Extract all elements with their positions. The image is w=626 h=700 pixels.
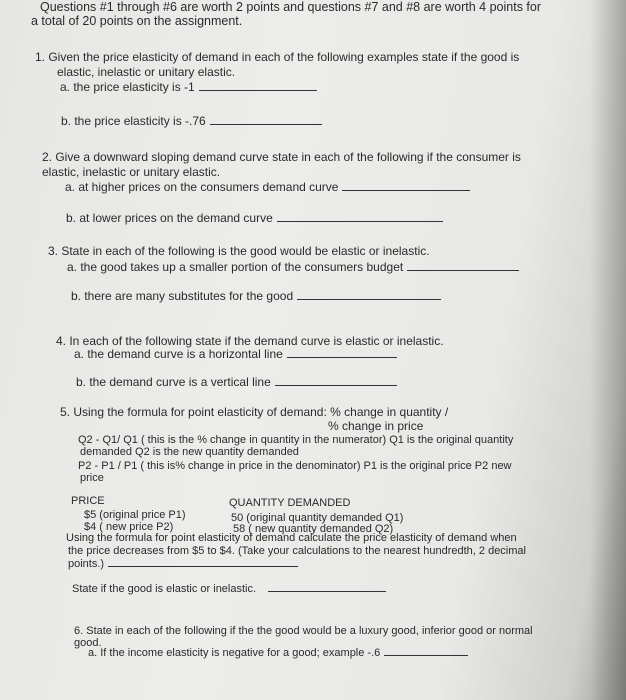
q4-item-a-label: a. the demand curve is a horizontal line [74, 347, 283, 361]
q6-a-answer-blank[interactable] [384, 654, 468, 656]
q5-instructions-line-2: the price decreases from $5 to $4. (Take your calculations to the nearest hundredth, 2 decimal [68, 545, 526, 557]
q3-item-a-label: a. the good takes up a smaller portion of the consumers budget [67, 260, 404, 274]
q5-quantity-1: 50 (original quantity demanded Q1) [231, 512, 404, 524]
q1-item-b [61, 114, 322, 128]
q4-item-b-label: b. the demand curve is a vertical line [76, 375, 271, 389]
q4-a-answer-blank[interactable] [287, 356, 397, 358]
page-edge-shadow [590, 0, 626, 700]
q5-formula-line-3: P2 - P1 / P1 ( this is% change in price in the denominator) P1 is the original price P2 new [78, 460, 512, 472]
q1-b-answer-blank[interactable] [210, 123, 322, 125]
q1-prompt-line-2: elastic, inelastic or unitary elastic. [57, 65, 236, 79]
q5-price-1: $5 (original price P1) [84, 509, 186, 521]
q5-instructions-line-3 [68, 558, 298, 570]
q5-state-line [72, 583, 386, 595]
q2-a-answer-blank[interactable] [342, 189, 470, 191]
q1-a-answer-blank[interactable] [199, 89, 317, 91]
q5-formula-line-2: demanded Q2 is the new quantity demanded [80, 446, 299, 458]
q3-prompt: 3. State in each of the following is the good would be elastic or inelastic. [48, 244, 430, 258]
q4-b-answer-blank[interactable] [275, 384, 397, 386]
q5-prompt-line-1: 5. Using the formula for point elasticity of demand: % change in quantity / [60, 405, 449, 419]
q2-item-a-label: a. at higher prices on the consumers demand curve [65, 180, 339, 194]
q5-formula-line-4: price [80, 472, 104, 484]
q6-prompt-line-1: 6. State in each of the following if the the good would be a luxury good, inferior good or normal [74, 625, 533, 637]
q6-item-a [88, 647, 468, 659]
q1-item-b-label: b. the price elasticity is -.76 [61, 114, 206, 128]
q5-quantity-header: QUANTITY DEMANDED [229, 497, 351, 509]
q5-instructions-line-3-label: points.) [68, 558, 105, 570]
q5-prompt-line-2: % change in price [328, 419, 424, 433]
intro-line-1: Questions #1 through #6 are worth 2 points and questions #7 and #8 are worth 4 points for [40, 0, 542, 14]
q5-state-answer-blank[interactable] [268, 590, 386, 592]
q1-prompt-line-1: 1. Given the price elasticity of demand in each of the following examples state if the good is [35, 50, 520, 64]
intro-line-2: a total of 20 points on the assignment. [31, 14, 243, 28]
q5-price-2: $4 ( new price P2) [84, 521, 174, 533]
q2-item-b [66, 211, 443, 225]
q4-prompt: 4. In each of the following state if the demand curve is elastic or inelastic. [56, 334, 444, 348]
q2-prompt-line-1: 2. Give a downward sloping demand curve state in each of the following if the consumer is [42, 150, 521, 164]
q5-state-label: State if the good is elastic or inelastic. [72, 583, 257, 595]
q3-item-b [71, 289, 441, 303]
q3-item-a [67, 260, 519, 274]
q4-item-a [74, 347, 397, 361]
q6-prompt-line-2: good. [74, 637, 102, 649]
q2-b-answer-blank[interactable] [277, 220, 443, 222]
q5-calculation-answer-blank[interactable] [108, 565, 298, 567]
q4-item-b [76, 375, 397, 389]
q5-quantity-2: 58 ( new quantity demanded Q2) [233, 523, 394, 535]
q3-a-answer-blank[interactable] [407, 269, 519, 271]
q3-item-b-label: b. there are many substitutes for the good [71, 289, 294, 303]
q2-item-b-label: b. at lower prices on the demand curve [66, 211, 273, 225]
q3-b-answer-blank[interactable] [297, 298, 441, 300]
q2-prompt-line-2: elastic, inelastic or unitary elastic. [42, 165, 221, 179]
q5-price-header: PRICE [71, 495, 105, 507]
q1-item-a-label: a. the price elasticity is -1 [60, 80, 195, 94]
q6-item-a-label: a. If the income elasticity is negative for a good; example -.6 [88, 647, 381, 659]
q2-item-a [65, 180, 470, 194]
q1-item-a [60, 80, 317, 94]
q5-instructions-line-1: Using the formula for point elasticity of demand calculate the price elasticity of demand when [66, 532, 517, 544]
q5-formula-line-1: Q2 - Q1/ Q1 ( this is the % change in quantity in the numerator) Q1 is the original quantity [78, 434, 514, 446]
